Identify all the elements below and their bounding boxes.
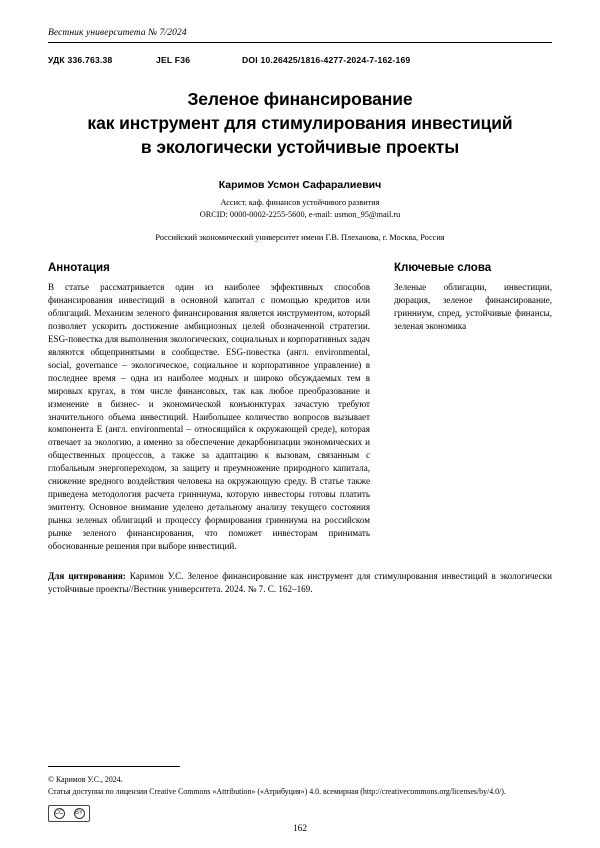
running-head: Вестник университета № 7/2024 [48, 28, 187, 38]
page-number: 162 [293, 824, 307, 834]
copyright-line: © Каримов У.С., 2024. [48, 775, 123, 785]
citation-label: Для цитирования: [48, 571, 126, 582]
creative-commons-icon[interactable] [48, 805, 90, 822]
doi-code[interactable]: DOI 10.26425/1816-4277-2024-7-162-169 [242, 55, 411, 65]
title-line-1: Зеленое финансирование [187, 89, 413, 109]
by-mark: BY [74, 808, 85, 819]
abstract-heading: Аннотация [48, 262, 110, 275]
author-position: Ассист. каф. финансов устойчивого развития [220, 198, 380, 208]
citation-text: Каримов У.С. Зеленое финансирование как инструмент для стимулирования инвестиций в экологически устойчивые проекты//Вестник университета. 2024. № 7. С. 162–169. [48, 571, 552, 595]
udc-code: УДК 336.763.38 [48, 55, 113, 65]
keywords-heading: Ключевые слова [394, 262, 492, 275]
author-orcid[interactable]: ORCID: 0000-0002-2255-5600, e-mail: usmon_95@mail.ru [199, 210, 401, 220]
header-divider [48, 42, 552, 43]
license-line[interactable]: Статья доступна по лицензии Creative Commons «Attribution» («Атрибуция») 4.0. всемирная (http://creativecommons.org/licenses/by/4.0/). [48, 787, 506, 797]
citation-block [48, 570, 552, 596]
author-name: Каримов Усмон Сафаралиевич [218, 179, 382, 192]
keywords-text: Зеленые облигации, инвестиции, дюрация, зеленое финансирование, гринниум, спред, устойчивые финансы, зеленая экономика [394, 282, 552, 332]
title-line-3: в экологически устойчивые проекты [140, 137, 460, 158]
page-title [56, 87, 544, 159]
page-footer [48, 766, 552, 822]
abstract-column [48, 262, 370, 552]
abstract-text: В статье рассматривается один из наиболее эффективных способов финансирования инвестиций в основной капитал с помощью кредитов или облигаций. Механизм зеленого финансирования является инструментом, который позволяет ускорить достижение амбициозных целей обозначенной стратегии. ESG-повестка для выполнения экологических, социальных и корпоративных задач являются общепринятыми в сообществе. ESG-повестка (англ. environmental, social, governance – экологическое, социальное и корпоративное управление) в последнее время – одна из наиболее модных и широко обсуждаемых тем в мировых кругах, в том числе финансовых, так как любое преобразование и изменение в бизнес- и экономической конъюнктурах зачастую требуют значительного объема инвестиций. Наибольшее количество вопросов вызывает компонента E (англ. environmental – относящийся к окружающей среде), которая отвечает за экологию, а именно за обеспечение декарбонизации экономических и общественных процессов, а также за адаптацию к вызовам, связанным с глобальным энергопереходом, за защиту и преумножение природного капитала, снижение вредного воздействия человека на окружающую среду. В статье также приведена методология расчета гринниума, которую инвесторы готовы платить эмитенту. Основное внимание уделено детальному анализу текущего состояния рынка зеленых облигаций и процессу формирования гринниума на российском рынке зеленого финансирования, что поможет инвесторам принимать обоснованные решения при выборе инвестиций. [48, 282, 370, 551]
cc-mark: CC [54, 808, 65, 819]
title-line-2: как инструмент для стимулирования инвестиций [87, 113, 513, 134]
article-meta [48, 55, 552, 65]
author-organization: Российский экономический университет имени Г.В. Плеханова, г. Москва, Россия [155, 233, 445, 243]
keywords-column [394, 262, 552, 552]
footer-divider [48, 766, 180, 767]
jel-code: JEL F36 [156, 55, 191, 65]
abstract-keywords-columns [48, 262, 552, 552]
